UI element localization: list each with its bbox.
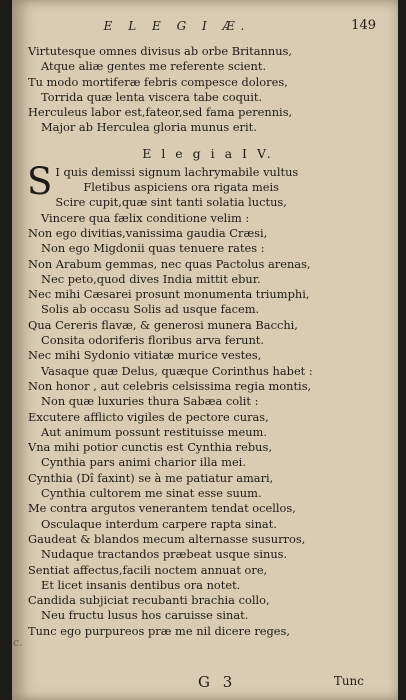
verse-line: Qua Cereris flavæ, & generosi munera Bacchi, bbox=[28, 317, 298, 332]
verse-line: Torrida quæ lenta viscera tabe coquit. bbox=[41, 89, 263, 104]
drop-capital: S bbox=[27, 159, 53, 203]
verse-line: Consita odoriferis floribus arva ferunt. bbox=[41, 333, 264, 348]
running-head: E L E G I Æ. bbox=[103, 19, 251, 33]
signature-mark: G 3 bbox=[198, 673, 237, 691]
verse-line: Cynthia (Dî faxint) se à me patiatur amari, bbox=[28, 470, 274, 485]
verse-line: Scire cupit,quæ sint tanti solatia luctus, bbox=[55, 195, 287, 210]
verse-line: Neu fructu lusus hos caruisse sinat. bbox=[41, 608, 249, 623]
verse-line: Tunc ego purpureos præ me nil dicere reges, bbox=[28, 623, 291, 638]
margin-mark: c. bbox=[13, 636, 23, 649]
verse-line: Cynthia cultorem me sinat esse suum. bbox=[41, 486, 262, 501]
verse-line: Non quæ luxuries thura Sabæa colit : bbox=[41, 394, 259, 409]
verse-line: Sentiat affectus,facili noctem annuat ore, bbox=[28, 562, 268, 577]
verse-line: Aut animum possunt restituisse meum. bbox=[41, 424, 267, 439]
verse-line: Fletibus aspiciens ora rigata meis bbox=[83, 180, 280, 195]
verse-line: Nec peto,quod dives India mittit ebur. bbox=[41, 271, 261, 286]
verse-line: Nudaque tractandos præbeat usque sinus. bbox=[41, 547, 288, 562]
page-number: 149 bbox=[351, 18, 376, 33]
verse-line: Vincere qua fælix conditione velim : bbox=[41, 210, 250, 225]
verse-line: Excutere afflicto vigiles de pectore curas, bbox=[28, 409, 269, 424]
verse-line: Solis ab occasu Solis ad usque facem. bbox=[41, 302, 260, 317]
verse-line: Atque aliæ gentes me referente scient. bbox=[41, 59, 267, 74]
verse-line: Nec mihi Cæsarei prosunt monumenta triumphi, bbox=[28, 287, 310, 302]
poem-text bbox=[28, 44, 388, 639]
verse-line: Candida subjiciat recubanti brachia collo, bbox=[28, 593, 270, 608]
verse-line: Non ego Migdonii quas tenuere rates : bbox=[41, 241, 265, 256]
book-page bbox=[12, 0, 398, 700]
verse-line: Vasaque quæ Delus, quæque Corinthus habet : bbox=[41, 363, 313, 378]
preceding-verses bbox=[28, 44, 388, 136]
verse-line: Non Arabum gemmas, nec quas Pactolus arenas, bbox=[28, 256, 311, 271]
elegy-heading: E l e g i a I V. bbox=[142, 145, 274, 161]
verse-line: Et licet insanis dentibus ora notet. bbox=[41, 577, 241, 592]
verse-line: Vna mihi potior cunctis est Cynthia rebus, bbox=[28, 440, 272, 455]
verse-line: Major ab Herculea gloria munus erit. bbox=[41, 120, 257, 135]
verse-line: Cynthia pars animi charior illa mei. bbox=[41, 455, 246, 470]
verse-line: I quis demissi signum lachrymabile vultus bbox=[55, 164, 299, 179]
verse-line: Tu modo mortiferæ febris compesce dolores, bbox=[28, 74, 288, 89]
verse-line: Herculeus labor est,fateor,sed fama perennis, bbox=[28, 105, 293, 120]
verse-line: Nec mihi Sydonio vitiatæ murice vestes, bbox=[28, 348, 262, 363]
verse-line: Gaudeat & blandos mecum alternasse susurros, bbox=[28, 531, 306, 546]
catchword: Tunc bbox=[333, 674, 364, 688]
verse-line: Osculaque interdum carpere rapta sinat. bbox=[41, 516, 277, 531]
verse-line: Virtutesque omnes divisus ab orbe Britannus, bbox=[28, 44, 293, 58]
verse-line: Non honor , aut celebris celsissima regia montis, bbox=[28, 378, 312, 393]
verse-line: Non ego divitias,vanissima gaudia Cræsi, bbox=[28, 225, 268, 240]
verse-line: Me contra argutos venerantem tendat ocellos, bbox=[28, 501, 296, 516]
following-verses bbox=[28, 195, 388, 639]
